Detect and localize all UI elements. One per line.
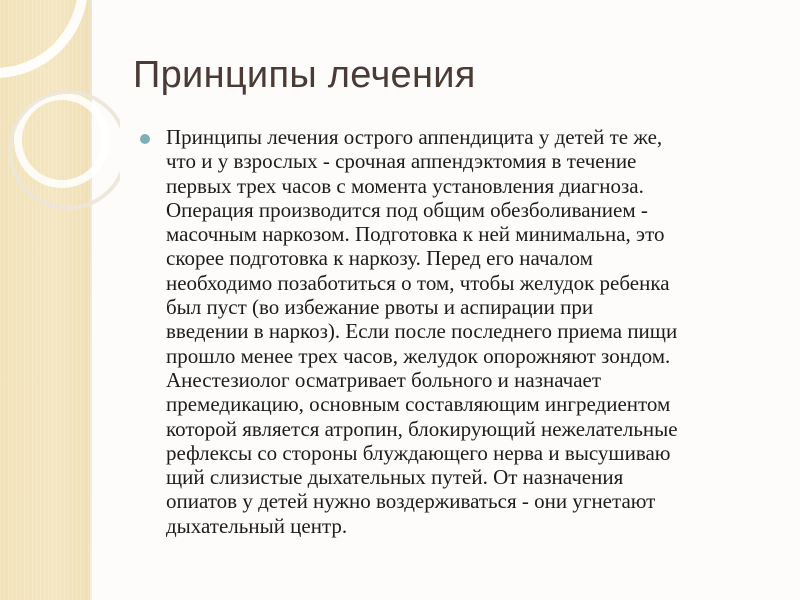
decorative-side-band (0, 0, 92, 600)
body-text-line: прошло менее трех часов, желудок опорожняют зондом. (166, 343, 671, 368)
body-text-line: дыхательный центр. (166, 513, 348, 538)
body-text-line: масочным наркозом. Подготовка к ней минимальна, это (166, 222, 665, 247)
body-text-line: щий слизистые дыхательных путей. От назначения (166, 465, 624, 490)
body-text-line: премедикацию, основным составляющим ингредиентом (166, 392, 671, 417)
body-text-line: скорее подготовка к наркозу. Перед его началом (166, 246, 593, 271)
body-text-line: Анестезиолог осматривает больного и назначает (166, 367, 602, 392)
slide-title: Принципы лечения (133, 54, 476, 96)
body-text-line: которой является атропин, блокирующий нежелательные (166, 416, 678, 441)
body-text-line: был пуст (во избежание рвоты и аспирации при (166, 295, 594, 320)
body-text-line: введении в наркоз). Если после последнего приема пищи (166, 319, 678, 344)
bullet-list (140, 125, 780, 538)
circle-bullet-icon (140, 134, 150, 144)
body-text-line: рефлексы со стороны блуждающего нерва и высушиваю (166, 440, 671, 465)
bullet-item (140, 125, 780, 538)
body-text-line: опиатов у детей нужно воздерживаться - они угнетают (166, 489, 656, 514)
body-text-line: Операция производится под общим обезболиванием - (166, 197, 648, 222)
body-text-line: первых трех часов с момента установления диагноза. (166, 173, 644, 198)
body-text-line: что и у взрослых - срочная аппендэктомия в течение (166, 149, 637, 174)
body-text-line: Принципы лечения острого аппендицита у детей те же, (166, 125, 663, 149)
body-text-line: необходимо позаботиться о том, чтобы желудок ребенка (166, 270, 670, 295)
